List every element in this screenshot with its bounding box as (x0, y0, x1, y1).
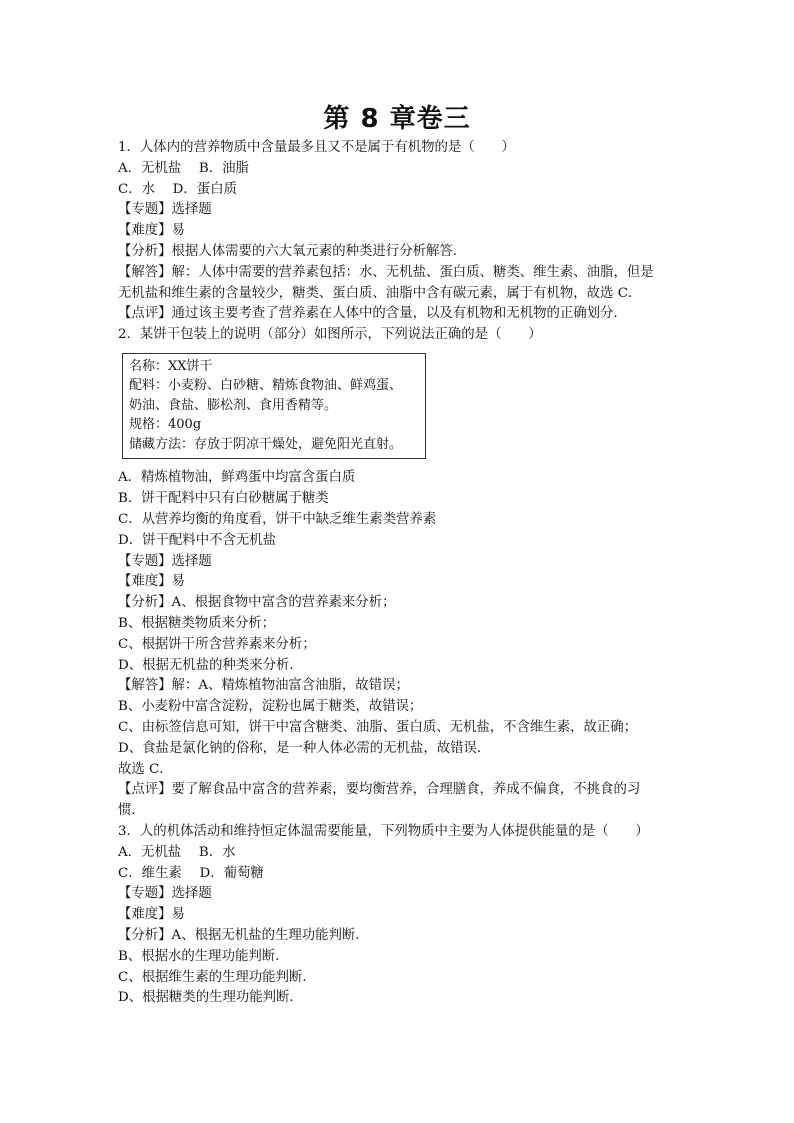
label-storage: 储藏方法：存放于阴凉干燥处，避免阳光直射。 (129, 436, 403, 452)
question-2-analysis-d: D、根据无机盐的种类来分析． (118, 657, 303, 673)
question-3-options-ab: A．无机盐 B．水 (118, 844, 236, 860)
question-2-option-c: C．从营养均衡的角度看，饼干中缺乏维生素类营养素 (118, 512, 437, 528)
question-3-analysis-a: 【分析】A、根据无机盐的生理功能判断． (118, 928, 369, 943)
question-1-difficulty: 【难度】易 (118, 223, 185, 239)
question-3-analysis-d: D、根据糖类的生理功能判断． (118, 990, 303, 1006)
question-1-options-ab: A．无机盐 B．油脂 (118, 160, 249, 176)
label-name: 名称：XX饼干 (129, 358, 213, 374)
label-ingredients-line-2: 奶油、食盐、膨松剂、食用香精等。 (129, 397, 338, 413)
question-1-answer-line-1: 【解答】解：人体中需要的营养素包括：水、无机盐、蛋白质、糖类、维生素、油脂，但是 (118, 264, 654, 280)
question-3-analysis-c: C、根据维生素的生理功能判断． (118, 969, 316, 985)
question-3-difficulty: 【难度】易 (118, 907, 185, 923)
question-3-analysis-b: B、根据水的生理功能判断． (118, 948, 289, 964)
question-2-answer-a: 【解答】解：A、精炼植物油富含油脂，故错误； (118, 678, 409, 694)
page-title: 第 8 章卷三 (323, 104, 471, 134)
question-1-analysis: 【分析】根据人体需要的六大氧元素的种类进行分析解答． (118, 243, 467, 259)
question-1 (118, 138, 684, 325)
biscuit-label-box (122, 353, 426, 460)
question-1-options-cd: C．水 D．蛋白质 (118, 181, 237, 197)
question-2-analysis-c: C、根据饼干所含营养素来分析； (118, 636, 316, 652)
question-2-difficulty: 【难度】易 (118, 574, 185, 590)
question-3-stem: 3．人的机体活动和维持恒定体温需要能量，下列物质中主要为人体提供能量的是（ ） (118, 824, 649, 840)
question-2-answer-b: B、小麦粉中富含淀粉，淀粉也属于糖类，故错误； (118, 699, 423, 715)
question-3-topic: 【专题】选择题 (118, 886, 212, 902)
question-2-comment-line-1: 【点评】要了解食品中富含的营养素，要均衡营养，合理膳食，养成不偏食，不挑食的习 (118, 782, 641, 798)
question-2-topic: 【专题】选择题 (118, 553, 212, 569)
question-2-option-d: D．饼干配料中不含无机盐 (118, 532, 277, 548)
label-ingredients-line-1: 配料：小麦粉、白砂糖、精炼食物油、鲜鸡蛋、 (129, 378, 403, 394)
question-3-options-cd: C．维生素 D．葡萄糖 (118, 865, 264, 881)
question-1-topic: 【专题】选择题 (118, 202, 212, 218)
document-body (118, 138, 684, 1009)
question-2-comment-line-2: 惯． (118, 803, 145, 819)
label-spec: 规格：400g (129, 417, 202, 433)
question-2-option-b: B．饼干配料中只有白砂糖属于糖类 (118, 491, 329, 507)
question-2-stem: 2．某饼干包装上的说明（部分）如图所示，下列说法正确的是（ ） (118, 327, 542, 343)
question-2-option-a: A．精炼植物油，鲜鸡蛋中均富含蛋白质 (118, 470, 356, 486)
question-2-choice: 故选 C． (118, 761, 173, 777)
question-1-comment: 【点评】通过该主要考查了营养素在人体中的含量，以及有机物和无机物的正确划分． (118, 306, 627, 322)
question-3 (118, 822, 684, 1009)
question-2-analysis-b: B、根据糖类物质来分析； (118, 616, 276, 632)
question-2-answer-d: D、食盐是氯化钠的俗称，是一种人体必需的无机盐，故错误． (118, 740, 491, 756)
question-1-stem: 1．人体内的营养物质中含量最多且又不是属于有机物的是（ ） (118, 140, 515, 155)
question-2-answer-c: C、由标签信息可知，饼干中富含糖类、油脂、蛋白质、无机盐，不含维生素，故正确； (118, 720, 638, 736)
question-1-answer-line-2: 无机盐和维生素的含量较少，糖类、蛋白质、油脂中含有碳元素，属于有机物，故选 C． (118, 285, 642, 301)
question-2-analysis-a: 【分析】A、根据食物中富含的营养素来分析； (118, 595, 396, 611)
question-2 (118, 325, 684, 822)
